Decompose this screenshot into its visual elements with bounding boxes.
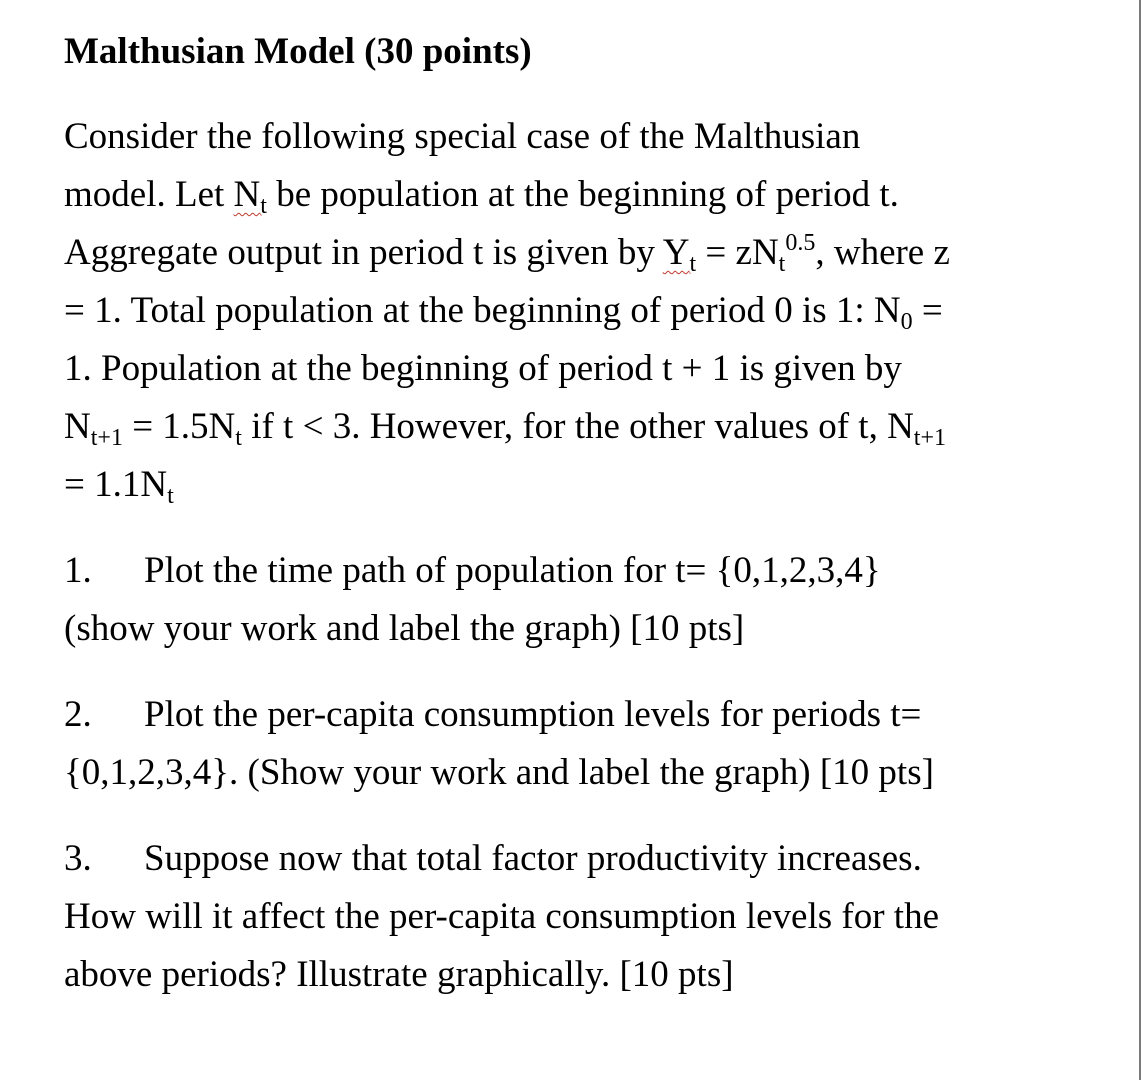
intro-line-5: 1. Population at the beginning of period t + 1 is given by <box>64 348 902 389</box>
question-2 <box>64 686 1084 802</box>
question-text: Plot the time path of population for t= {0,1,2,3,4} <box>144 550 881 591</box>
question-number: 3. <box>64 838 92 879</box>
spellcheck-nt: $N_t$ <box>233 174 267 219</box>
question-1 <box>64 542 1084 658</box>
question-text: {0,1,2,3,4}. (Show your work and label the graph) [10 pts] <box>64 752 934 793</box>
intro-line-6: $N_{t+1} = 1.5N_t$ if t < 3. However, for the other values of t, $N_{t+1}$ <box>64 406 946 451</box>
document-title: Malthusian Model (30 points) <box>64 31 532 72</box>
spellcheck-yt: $Y_t$ <box>662 232 697 277</box>
question-number: 1. <box>64 550 92 591</box>
question-3 <box>64 830 1084 1004</box>
intro-paragraph <box>64 108 1084 514</box>
question-text: How will it affect the per-capita consumption levels for the <box>64 896 939 937</box>
question-text: Plot the per-capita consumption levels for periods t= <box>144 694 922 735</box>
intro-line-4: = 1. Total population at the beginning of period 0 is 1: $N_0$ = <box>64 290 943 335</box>
question-number: 2. <box>64 694 92 735</box>
question-text: Suppose now that total factor productivity increases. <box>144 838 922 879</box>
intro-line-3: Aggregate output in period t is given by $Y_t = zN_t^{0.5}$, where z <box>64 230 950 277</box>
intro-line-1: Consider the following special case of the Malthusian <box>64 116 861 157</box>
question-text: (show your work and label the graph) [10 pts] <box>64 608 745 649</box>
question-text: above periods? Illustrate graphically. [10 pts] <box>64 954 734 995</box>
intro-line-2: model. Let $N_t$ be population at the beginning of period t. <box>64 174 899 219</box>
intro-line-7: = $1.1N_t$ <box>64 464 174 509</box>
